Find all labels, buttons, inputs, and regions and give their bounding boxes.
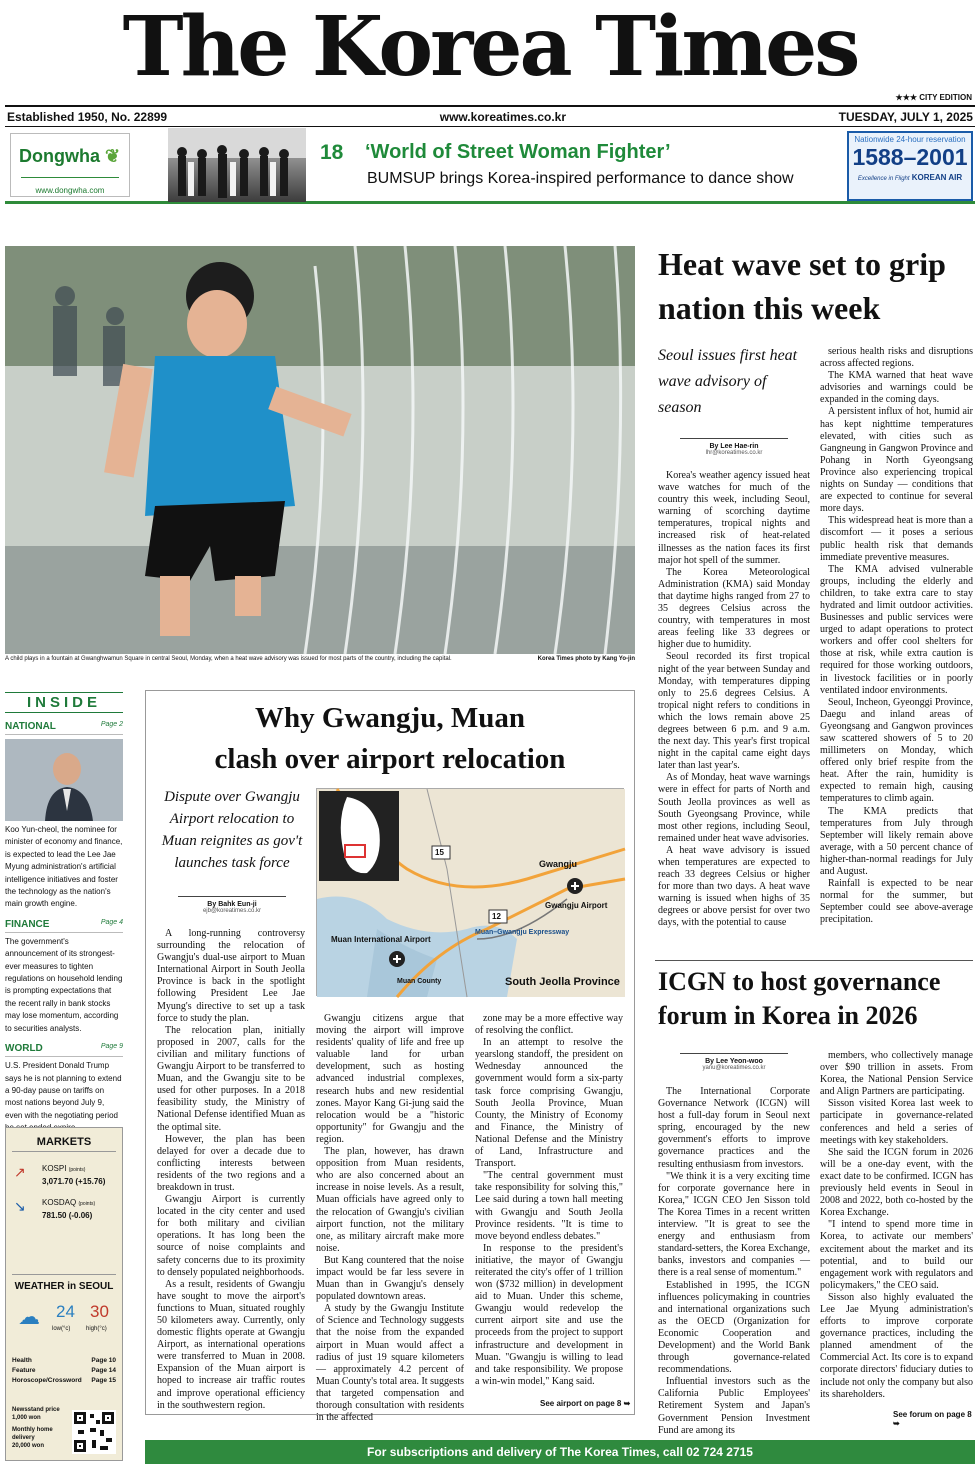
website-link[interactable]: www.koreatimes.co.kr [439,109,567,124]
photo-credit: Korea Times photo by Kang Yo-jin [537,656,635,662]
article-paragraph: Influential investors such as the California Public Employees' Retirement System and Japan's Government Pension Investment Fund are among its [658,1376,810,1436]
established-info [7,110,167,124]
icgn-byline-name: By Lee Yeon-woo [705,1058,763,1065]
label-expressway: Muan–Gwangju Expressway [475,929,570,936]
article-paragraph: A long-running controversy surrounding the relocation of Gwangju's dual-use airport to Muan International Airport in South Jeolla Province is back in the spotlight following President Lee Jae Myung's directive to set up a task force to study the plan. [157,928,305,1024]
delivery-label: Monthly home delivery [12,1427,53,1441]
article-paragraph: A persistent influx of hot, humid air has kept nighttime temperatures elevated, with cities such as Gangneung in Gangwon Province and Pohang in North Gyeongsang Province also experiencing tropical nights on Sunday — conditions that are expected to continue for several more days. [820,406,973,515]
icgn-headline[interactable] [658,965,970,1033]
label-muan-airport: Muan International Airport [331,935,431,944]
section-page: Page 9 [100,1043,123,1051]
fountain-photo-illustration [5,246,635,654]
airport-map[interactable] [316,788,624,996]
photo-caption: A child plays in a fountain at Gwanghwamun Square in central Seoul, Monday, when a heat wave advisory was issued for most parts of the country, including the capital. [5,656,452,662]
inside-title: INSIDE [5,692,123,713]
issue-number: No. 22899 [111,109,168,124]
divider [21,177,119,178]
dance-promo-photo[interactable] [168,128,306,202]
inside-section-finance[interactable] [5,919,123,933]
gwangju-column-1 [157,928,305,1410]
page-index [12,1356,116,1386]
gwangju-byline-email: ejb@koreatimes.co.kr [202,908,262,914]
article-paragraph: The KMA warned that heat wave advisories and warnings could be expanded in the coming days. [820,370,973,406]
icgn-column-1 [658,1086,810,1436]
article-paragraph: Korea's weather agency issued heat wave watches for much of the country this week, including Seoul, warning of scorching daytime temperatures, tropical nights and increased risk of heat-related illnesses as the nation faces its first major hot spell of the summer. [658,470,810,566]
article-paragraph: Established in 1995, the ICGN influences policymaking in countries and international organizations such as the OECD (Organization for Economic Cooperation and Development) and the World Bank through governance-related recommendations. [658,1279,810,1376]
article-paragraph: serious health risks and disruptions across affected regions. [820,346,973,370]
promo-headline[interactable]: ‘World of Street Woman Fighter’ [365,141,671,163]
heat-byline-name: By Lee Hae-rin [709,443,759,450]
info-bar [5,105,975,127]
article-paragraph: The KMA predicts that temperatures from July through September will likely remain above average, with a 50 percent chance of higher-than-normal readings for July and August. [820,805,973,878]
article-paragraph: In response to the president's initiative, the mayor of Gwangju reiterated the city's offer of 1 trillion won ($732 million) in development aid to Muan. Under this scheme, Gwangju would redevelop the current airport site and use the proceeds from the project to support infrastructure and development in Muan. "Gwangju is willing to lead and take responsibility. We propose a win-win model," Kang said. [475,1242,623,1387]
article-paragraph: However, the plan has been delayed for over a decade due to conflicting interests between residents of the two regions and a breakdown in trust. [157,1133,305,1193]
dongwha-logo [19,146,120,167]
markets-title: MARKETS [12,1136,116,1152]
article-paragraph: Seoul, Incheon, Gyeonggi Province, Daegu and inland areas of Gyeongsang and Gangwon provinces saw scattered showers of 5 to 20 millimeters on Monday, which offered only brief respite from the heat. After the rain, humidity is expected to remain high, causing temperatures to climb again. [820,696,973,805]
qr-code-icon[interactable] [72,1410,116,1454]
heat-byline [680,438,788,456]
index-row[interactable] [12,1356,116,1366]
weather-title: WEATHER in SEOUL [12,1274,116,1292]
photo-caption-row [5,656,635,662]
heat-headline-line2: nation this week [658,290,881,326]
icgn-divider [655,960,973,961]
section-name: NATIONAL [5,721,56,732]
article-paragraph: This widespread heat is more than a discomfort — it poses a serious public health risk that demands immediate preventive measures. [820,515,973,563]
label-gwangju-airport: Gwangju Airport [545,901,608,910]
index-page: Page 14 [91,1367,116,1374]
markets-box [5,1127,123,1461]
map-graphic [317,789,625,997]
icgn-column-2 [820,1050,973,1406]
gwangju-deck: Dispute over Gwangju Airport relocation to Muan reignites as gov't launches task force [161,789,303,871]
index-page: Page 10 [91,1357,116,1364]
air-brand: KOREAN AIR [911,173,963,182]
section-text: Koo Yun-cheol, the nominee for minister of economy and finance, is expected to lead the Lee Jae Myung administration's artificial intelligence initiatives and foster the technology as the nation's main growth engine. [5,825,123,909]
high-label: high(°c) [86,1326,107,1332]
air-brand-block [849,173,971,182]
dancers-illustration [168,128,306,202]
article-paragraph: A study by the Gwangju Institute of Science and Technology suggests that the noise from the expanded airport in Muan would affect a radius of just 19 square kilometers — approximately 4.2 percent of Muan County's total area. It suggests that targeted compensation and thorough consultation with residents in the affected [316,1303,464,1424]
gwangju-column-2 [316,1013,464,1424]
established-label: Established 1950, [7,109,108,124]
heat-headline[interactable] [658,242,970,330]
dongwha-url: www.dongwha.com [35,186,105,195]
article-paragraph: "I intend to spend more time in Korea, to activate our members' excitement about the market and its potential, and to build our engagement work with regulators and policymakers," the CEO said. [820,1219,973,1291]
gwangju-byline [178,896,286,914]
section-name: FINANCE [5,918,50,930]
dongwha-ad[interactable] [10,133,130,197]
route-15: 15 [435,848,444,857]
gwangju-headline[interactable] [145,690,635,780]
dongwha-logo-text: Dongwha [19,146,100,166]
high-temp: 30 [90,1302,109,1321]
air-line3: Excellence in Flight [857,176,910,182]
section-text: U.S. President Donald Trump says he is not planning to extend a 90-day pause on tariffs on most nations beyond July 9, even with the negotiating period [5,1061,122,1120]
heat-column-1 [658,470,810,950]
air-line1: Nationwide 24-hour reservation [854,135,966,144]
qr-graphic [72,1410,116,1454]
article-paragraph: A heat wave advisory is issued when temperatures are expected to reach 33 degrees Celsius or higher for more than two days. A heat wave warning is issued when highs of 35 degrees or above persist for over two days, with the potential to cause [658,844,810,929]
kosdaq-unit: (points) [78,1201,96,1207]
kosdaq-value: 781.50 (-0.06) [42,1211,93,1220]
icgn-see-more-link[interactable]: See forum on page 8 ➥ [893,1410,972,1428]
trend-down-icon: ↘ [14,1198,26,1214]
newsstand-price: 1,000 won [12,1415,41,1421]
icgn-headline-line1: ICGN to host governance [658,967,941,996]
promo-subhead: BUMSUP brings Korea-inspired performance to dance show [367,170,794,187]
inside-section-world[interactable] [5,1043,123,1057]
newsstand-label: Newsstand price [12,1407,60,1413]
low-label: low(°c) [52,1326,71,1332]
article-paragraph: The Korea Meteorological Administration (KMA) said Monday that daytime highs ranged from 27 to 35 degrees Celsius across the country, with temperatures in most areas feeling like 33 degrees or higher due to humidity. [658,566,810,651]
masthead-title: The Korea Times [122,0,858,95]
delivery-price: 20,000 won [12,1443,45,1449]
index-page: Page 15 [91,1377,116,1384]
icgn-byline [680,1053,788,1071]
route-12: 12 [492,912,501,921]
kosdaq-block [42,1198,95,1220]
price-block [12,1406,64,1450]
label-province: South Jeolla Province [505,976,620,988]
gwangju-byline-name: By Bahk Eun-ji [207,901,257,908]
section-page: Page 2 [100,721,123,728]
heat-deck: Seoul issues first heat wave advisory of season [658,347,798,416]
main-photo[interactable] [5,246,635,654]
kospi-value: 3,071.70 (+15.76) [42,1177,106,1186]
issue-date: TUESDAY, JULY 1, 2025 [838,109,973,124]
article-paragraph: Sisson visited Korea last week to participate in governance-related conferences and held a series of meetings with key stakeholders. [820,1098,973,1146]
index-name: Feature [12,1367,36,1374]
korean-air-ad[interactable] [847,131,973,201]
heat-column-2 [820,346,973,950]
cloud-icon: ☁ [18,1304,40,1329]
leaf-icon: ❦ [105,146,121,166]
air-phone: 1588–2001 [852,144,968,170]
kospi-label: KOSPI [42,1164,67,1173]
kosdaq-label: KOSDAQ [42,1198,77,1207]
article-paragraph: Sisson also highly evaluated the Lee Jae Myung administration's efforts to improve corporate governance practices, including the planned amendment of the Commercial Act. Its core is to expand corporate directors' fiduciary duties to include not only the company but also its shareholders. [820,1291,973,1400]
promo-page-number: 18 [320,141,344,164]
article-paragraph: In an attempt to resolve the yearslong standoff, the president on Wednesday announced the government would form a six-party task force comprising Gwangju, South Jeolla Province, Muan County, the Ministry of Economy and Finance, the Ministry of National Defense and the Ministry of Land, Infrastructure and Transport. [475,1037,623,1170]
article-paragraph: zone may be a more effective way of resolving the conflict. [475,1013,623,1037]
subscription-bar[interactable]: For subscriptions and delivery of The Korea Times, call 02 724 2715 [145,1440,975,1464]
nominee-portrait [5,739,123,821]
article-paragraph: Seoul recorded its first tropical night of the year between Sunday and Monday, with temperatures dipping only to 25.6 degrees Celsius. A tropical night refers to conditions in which the lows remain above 25 degrees between 6 p.m. and 9 a.m. the next day. This year's first tropical night in the capital came eight days later than last year's. [658,651,810,772]
promo-strip [5,128,975,204]
icgn-headline-line2: forum in Korea in 2026 [658,1001,918,1030]
label-gwangju: Gwangju [539,859,577,869]
label-muan-county: Muan County [397,978,442,985]
portrait-illustration [5,739,123,821]
article-paragraph: The relocation plan, initially proposed in 2007, calls for the civilian and military functions of Gwangju Airport to be transferred to Muan, and the Gwangju site to be used for other purposes. In a 2018 feasibility study, the Ministry of National Defense identified Muan as the optimal site. [157,1024,305,1133]
index-name: Horoscope/Crossword [12,1377,82,1384]
article-paragraph: "We think it is a very exciting time for corporate governance here in Korea," ICGN CEO Jen Sisson told The Korea Times in a recent written interview. "It is great to see the energy and enthusiasm from standard-setters, the Korea Exchange, banks, investors and companies — there is a real sense of momentum." [658,1170,810,1279]
article-paragraph: As of Monday, heat wave warnings were in effect for parts of North and South Jeolla provinces as well as South Gyeongsang Province, while most other regions, including Seoul, remained under heat wave advisories. [658,772,810,844]
article-paragraph: The International Corporate Governance Network (ICGN) will host a full-day forum in Seoul next spring, encouraged by the new government's efforts to improve governance practices and the resulting enthusiasm from investors. [658,1086,810,1170]
icgn-byline-email: yanu@koreatimes.co.kr [702,1065,766,1071]
article-paragraph: The plan, however, has drawn opposition from Muan residents, who are also concerned about an increase in noise levels. As a result, Muan officials have agreed only to the relocation of Gwangju's civilian airport function, not the military one, as military aircraft make more noise. [316,1146,464,1254]
heat-headline-line1: Heat wave set to grip [658,246,946,282]
gwangju-column-3 [475,1013,623,1397]
article-paragraph: "The central government must take responsibility for solving this," Lee said during a town hall meeting with Gwangju and South Jeolla Province residents. "It is time to move beyond endless debates." [475,1170,623,1242]
index-row[interactable] [12,1366,116,1376]
trend-up-icon: ↗ [14,1164,26,1180]
heat-byline-email: lhr@koreatimes.co.kr [705,450,763,456]
edition-label: ★★★ CITY EDITION [895,93,972,102]
section-text: The government's announcement of its strongest-ever measures to tighten regulations on household lending is prompting expectations that the recent rally in bank stocks may lose momentum, according to securities analysts. [5,936,123,1033]
article-paragraph: Gwangju citizens argue that moving the airport will improve residents' quality of life and free up valuable land for urban development, such as hosting advanced industrial complexes, research hubs and new residential zones. Mayor Kang Gi-jung said the relocation would be a "historic opportunity" for Gwangju and the region. [316,1013,464,1145]
inside-section-national[interactable] [5,721,123,735]
article-paragraph: As a result, residents of Gwangju have sought to move the airport's functions to Muan, situated roughly 50 kilometers away. Currently, only domestic flights operate at Gwangju Airport, as international operations were transferred to Muan in 2008. Expansion of the Muan airport is hoped to increase air traffic routes and improve operational efficiency in the southwestern region. [157,1278,305,1411]
article-paragraph: But Kang countered that the noise impact would be far less severe in Muan than in Gwangju's densely populated downtown areas. [316,1254,464,1303]
gwangju-see-more-link[interactable]: See airport on page 8 ➥ [540,1399,631,1408]
article-paragraph: members, who collectively manage over $90 trillion in assets. From Korea, the National Pension Service and Align Partners are participating. [820,1050,973,1098]
article-paragraph: Gwangju Airport is currently located in the city center and used for both military and civilian operations. It has long been the source of noise complaints and safety concerns due to its proximity to densely populated neighborhoods. [157,1194,305,1278]
article-paragraph: She said the ICGN forum in 2026 will be a one-day event, with the exact date to be confirmed. ICGN has previously held events in Seoul in 2008 and 2022, both co-hosted by the Korea Exchange. [820,1146,973,1219]
kospi-unit: (points) [68,1167,86,1173]
inside-sidebar [5,692,123,1135]
gwangju-headline-line2: clash over airport relocation [214,743,566,775]
index-name: Health [12,1357,32,1364]
gwangju-headline-line1: Why Gwangju, Muan [255,702,525,734]
article-paragraph: The KMA advised vulnerable groups, including the elderly and children, to take extra care to stay hydrated and limit outdoor activities. Businesses and public services were urged to adapt operations to protect workers and offer cool shelters for those at risk, while extra caution is required for those working outdoors, in livestock facilities or in poorly ventilated indoor environments. [820,563,973,696]
article-paragraph: Rainfall is expected to be near normal for the summer, but September could see above-average precipitation. [820,878,973,926]
index-row[interactable] [12,1376,116,1386]
section-page: Page 4 [100,918,123,926]
low-temp: 24 [56,1302,75,1321]
section-name: WORLD [5,1043,43,1055]
kospi-block [42,1164,105,1186]
